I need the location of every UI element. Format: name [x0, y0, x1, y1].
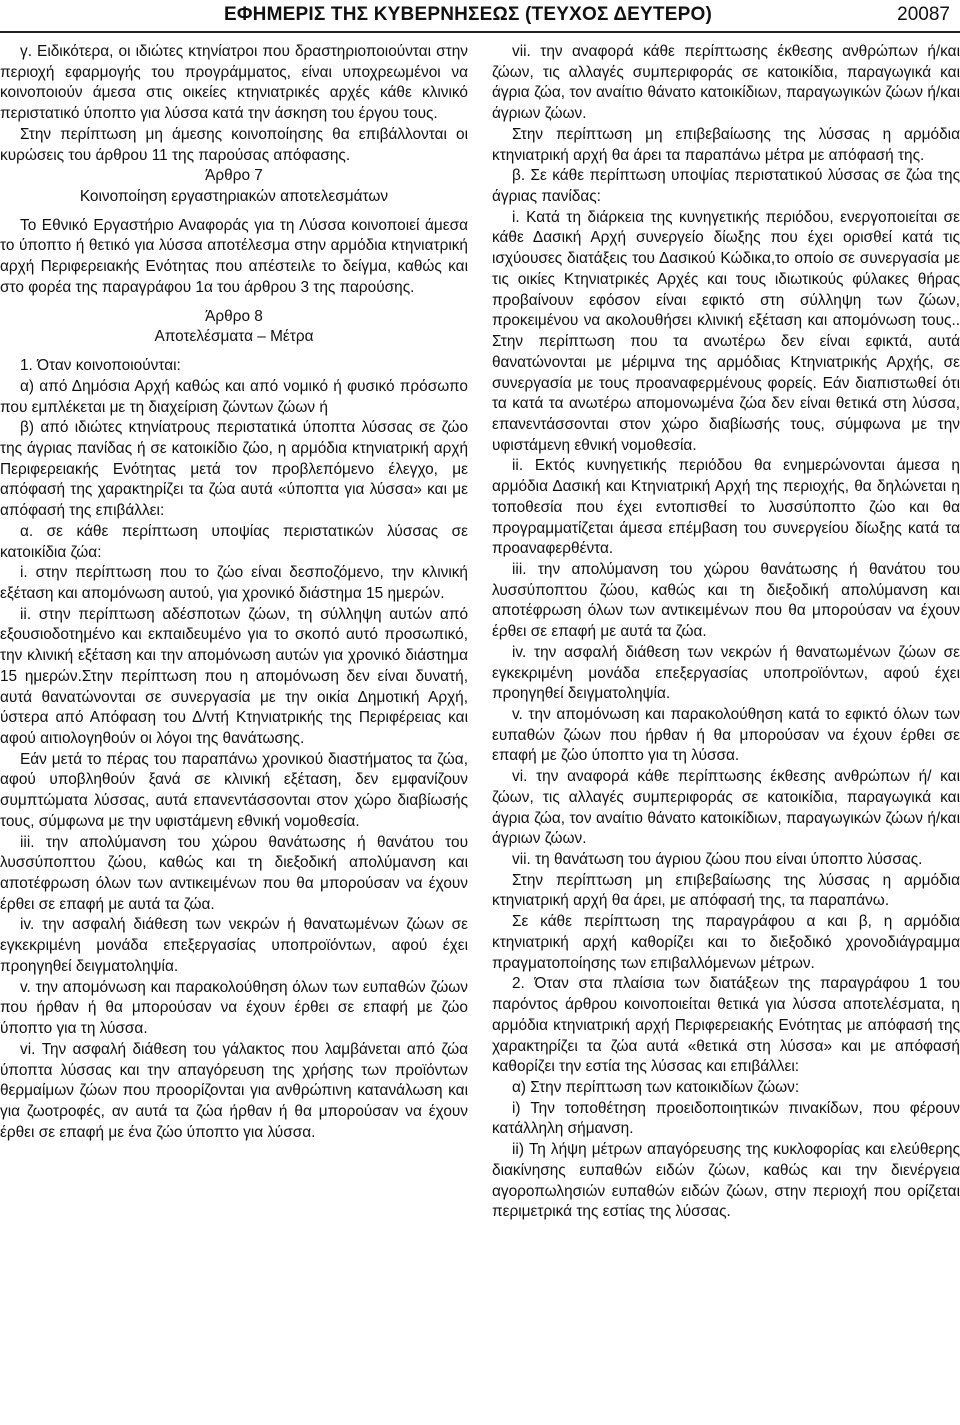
paragraph: Στην περίπτωση μη άμεσης κοινοποίησης θα επιβάλλονται οι κυρώσεις του άρθρου 11 της παρούσας απόφασης. — [0, 125, 468, 164]
article-heading: Άρθρο 7 — [205, 167, 263, 185]
paragraph: α. σε κάθε περίπτωση υποψίας περιστατικών λύσσας σε κατοικίδια ζώα: — [0, 522, 468, 561]
paragraph: Σε κάθε περίπτωση της παραγράφου α και β, η αρμόδια κτηνιατρική αρχή καθορίζει και το διεξοδικό χρονοδιάγραμμα πραγματοποίησης των επιβαλλόμενων μέτρων. — [492, 913, 960, 972]
paragraph: ii. Εκτός κυνηγετικής περιόδου θα ενημερώνονται άμεσα η αρμόδια Δασική και Κτηνιατρική Αρχή της περιοχής, θα δηλώνεται η τοποθεσία που έχει εντοπισθεί το λυσσύποπτο ζώο και θα προγραμματίζεται άμεσα επέμβαση του συνεργείου δίωξης κατά τα προαναφερθέντα. — [492, 457, 960, 558]
page-number: 20087 — [897, 4, 950, 25]
paragraph: vii. την αναφορά κάθε περίπτωσης έκθεσης ανθρώπων ή/και ζώων, τις αλλαγές συμπεριφοράς σε κατοικίδια, παραγωγικά και άγρια ζώα, τον αναίτιο θάνατο κατοικίδιων, παραγωγικών ζώων ή/και άγριων ζώων. — [492, 43, 960, 123]
paragraph: Το Εθνικό Εργαστήριο Αναφοράς για τη Λύσσα κοινοποιεί άμεσα το ύποπτο ή θετικό για λύσσα αποτέλεσμα στην αρμόδια κτηνιατρική αρχή Περιφερειακής Ενότητας που απέστειλε το δείγμα, καθώς και στο φορέα της παραγράφου 1α του άρθρου 3 της παρούσης. — [0, 216, 468, 296]
paragraph: Στην περίπτωση μη επιβεβαίωσης της λύσσας η αρμόδια κτηνιατρική αρχή θα άρει, με απόφασή της, τα παραπάνω. — [492, 871, 960, 910]
paragraph: 2. Όταν στα πλαίσια των διατάξεων της παραγράφου 1 του παρόντος άρθρου κοινοποιείται θετικά για λύσσα αποτελέσματα, η αρμόδια κτηνιατρική αρχή Περιφερειακής Ενότητας με απόφασή της χαρακτηρίζει τα ζώα αυτά «θετικά στη λύσσα» και με απόφασή καθορίζει την εστία της λύσσας και επιβάλλει: — [492, 975, 960, 1076]
paragraph: γ. Ειδικότερα, οι ιδιώτες κτηνίατροι που δραστηριοποιούνται στην περιοχή εφαρμογής του προγράμματος, είναι υποχρεωμένοι να κοινοποιούν άμεσα στις οικείες κτηνιατρικές αρχές κάθε κλινικό περιστατικό ύποπτο για λύσσα κατά την άσκηση του έργου τους. — [0, 43, 468, 123]
paragraph: vii. τη θανάτωση του άγριου ζώου που είναι ύποπτο λύσσας. — [512, 851, 923, 869]
paragraph: β) από ιδιώτες κτηνίατρους περιστατικά ύποπτα λύσσας σε ζώο της άγριας πανίδας ή σε κατοικίδιο ζώο, η αρμόδια κτηνιατρική αρχή Περιφερειακής Ενότητας μετά τον προβλεπόμενο έλεγχο, με απόφασή της χαρακτηρίζει τα ζώα αυτά «ύποπτα για λύσσα» και με απόφασή της επιβάλλει: — [0, 419, 468, 520]
gazette-title: ΕΦΗΜΕΡΙΣ ΤΗΣ ΚΥΒΕΡΝΗΣΕΩΣ (ΤΕΥΧΟΣ ΔΕΥΤΕΡΟ) — [224, 4, 712, 25]
spacer — [0, 208, 468, 216]
paragraph: iii. την απολύμανση του χώρου θανάτωσης ή θανάτου του λυσσύποπτου ζώου, καθώς και τη διεξοδική απολύμανση και αποτέφρωση όλων των αντικειμένων που θα μπορούσαν να έχουν έρθει σε επαφή με αυτά τα ζώα. — [0, 833, 468, 913]
article-heading: Άρθρο 8 — [205, 307, 263, 325]
article-title: Αποτελέσματα – Μέτρα — [154, 328, 314, 346]
paragraph: i. στην περίπτωση που το ζώο είναι δεσποζόμενο, την κλινική εξέταση και απομόνωση αυτού, για χρονικό διάστημα 15 ημερών. — [0, 564, 468, 602]
spacer — [0, 299, 468, 307]
article-title: Κοινοποίηση εργαστηριακών αποτελεσμάτων — [79, 188, 389, 206]
paragraph: Εάν μετά το πέρας του παραπάνω χρονικού διαστήματος τα ζώα, αφού υποβληθούν ξανά σε κλινική εξέταση, δεν εμφανίζουν συμπτώματα λύσσας, αυτά επανεντάσσονται στον χώρο διαβίωσής τους, σύμφωνα με την υφιστάμενη εθνική νομοθεσία. — [0, 750, 468, 830]
paragraph: ii. στην περίπτωση αδέσποτων ζώων, τη σύλληψη αυτών από εξουσιοδοτημένο και εκπαιδευμένο για το σκοπό αυτό προσωπικό, την κλινική εξέταση και την απομόνωση αυτών για χρονικό διάστημα 15 ημερών.Στην περίπτωση που η απομόνωση δεν είναι δυνατή, αυτά θανατώνονται σε συνεργασία με την οικία Δημοτική Αρχή, ύστερα από Απόφαση του Δ/ντή Κτηνιατρικής της Περιφέρειας και αφού αιτιολογηθούν οι λόγοι της θανάτωσης. — [0, 605, 468, 747]
paragraph: Στην περίπτωση μη επιβεβαίωσης της λύσσας η αρμόδια κτηνιατρική αρχή θα άρει τα παραπάνω μέτρα με απόφασή της. — [492, 125, 960, 164]
paragraph: ii) Τη λήψη μέτρων απαγόρευσης της κυκλοφορίας και ελεύθερης διακίνησης ευπαθών ειδών ζώων, καθώς και την διενέργεια αγοροπωλησιών ευπαθών ειδών ζώων, στην περιοχή που ορίζεται περιμετρικά της εστίας της λύσσας. — [492, 1141, 960, 1221]
paragraph: α) από Δημόσια Αρχή καθώς και από νομικό ή φυσικό πρόσωπο που εμπλέκεται με τη διαχείριση ζώντων ζώων ή — [0, 377, 468, 416]
paragraph: iv. την ασφαλή διάθεση των νεκρών ή θανατωμένων ζώων σε εγκεκριμένη μονάδα επεξεργασίας υποπροϊόντων, αφού έχει προηγηθεί δειγματοληψία. — [492, 643, 960, 703]
paragraph: i. Κατά τη διάρκεια της κυνηγετικής περιόδου, ενεργοποιείται σε κάθε Δασική Αρχή συνεργείο δίωξης που έχει ορισθεί κατά τις ισχύουσες διατάξεις του Δασικού Κώδικα,το οποίο σε συνεργασία με τις οικίες Κτηνιατρικές Αρχές και τους ιδιωτικούς φύλακες θήρας προβαίνουν εφόσον είναι εφικτό στη σύλληψη των ζώων, προκειμένου να ακολουθήσει κλινική εξέταση και απομόνωση τους.. Στην περίπτωση που τα ανωτέρω δεν είναι εφικτά, αυτά θανατώνονται με μέριμνα της αρμόδιας Κτηνιατρικής Αρχής, σε συνεργασία με τους προαναφερμένους φορείς. Εάν διαπιστωθεί ότι τα κατά τα ανωτέρω απομονωμένα ζώα δεν είναι θετικά στη λύσσα, επανεντάσσονται στον χώρο διαβίωσής τους, σύμφωνα με την υφιστάμενη εθνική νομοθεσία. — [492, 208, 960, 454]
right-column — [492, 42, 960, 1223]
header-rule — [0, 31, 960, 33]
paragraph: vi. την αναφορά κάθε περίπτωσης έκθεσης ανθρώπων ή/ και ζώων, τις αλλαγές συμπεριφοράς σε κατοικίδια, παραγωγικά και άγρια ζώα, τον αναίτιο θάνατο κατοικίδιων, παραγωγικών ζώων ή/και άγριων ζώων. — [492, 768, 960, 848]
page-header — [0, 0, 960, 34]
paragraph: i) Την τοποθέτηση προειδοποιητικών πινακίδων, που φέρουν κατάλληλη σήμανση. — [492, 1099, 960, 1138]
paragraph: v. την απομόνωση και παρακολούθηση κατά το εφικτό όλων των ευπαθών ζώων που ήρθαν ή θα μπορούσαν να έχουν έρθει σε επαφή με ζώο ύποπτο για τη λύσσα. — [492, 706, 960, 765]
paragraph: 1. Όταν κοινοποιούνται: — [20, 357, 181, 375]
paragraph: vi. Την ασφαλή διάθεση του γάλακτος που λαμβάνεται από ζώα ύποπτα λύσσας και την απαγόρευση της χρήσης των προϊόντων θερμαίμων ζώων που προορίζονται για ανθρώπινη κατανάλωση και για ζωοτροφές, αν αυτά τα ζώα ήρθαν ή θα μπορούσαν να έχουν έρθει σε επαφή με ένα ζώο ύποπτο για λύσσα. — [0, 1040, 468, 1141]
paragraph: v. την απομόνωση και παρακολούθηση όλων των ευπαθών ζώων που ήρθαν ή θα μπορούσαν να έχουν έρθει σε επαφή με ζώο ύποπτο για τη λύσσα. — [0, 978, 468, 1038]
paragraph: iii. την απολύμανση του χώρου θανάτωσης ή θανάτου του λυσσύποπτου ζώου, καθώς και τη διεξοδική απολύμανση και αποτέφρωση όλων των αντικειμένων που θα μπορούσαν να έχουν έρθει σε επαφή με αυτά τα ζώα. — [492, 560, 960, 641]
spacer — [0, 348, 468, 356]
paragraph: β. Σε κάθε περίπτωση υποψίας περιστατικού λύσσας σε ζώα της άγριας πανίδας: — [492, 167, 960, 206]
left-column — [0, 42, 468, 1143]
paragraph: iv. την ασφαλή διάθεση των νεκρών ή θανατωμένων ζώων σε εγκεκριμένη μονάδα επεξεργασίας υποπροϊόντων, αφού έχει προηγηθεί δειγματοληψία. — [0, 916, 468, 975]
paragraph: α) Στην περίπτωση των κατοικιδίων ζώων: — [512, 1078, 800, 1096]
